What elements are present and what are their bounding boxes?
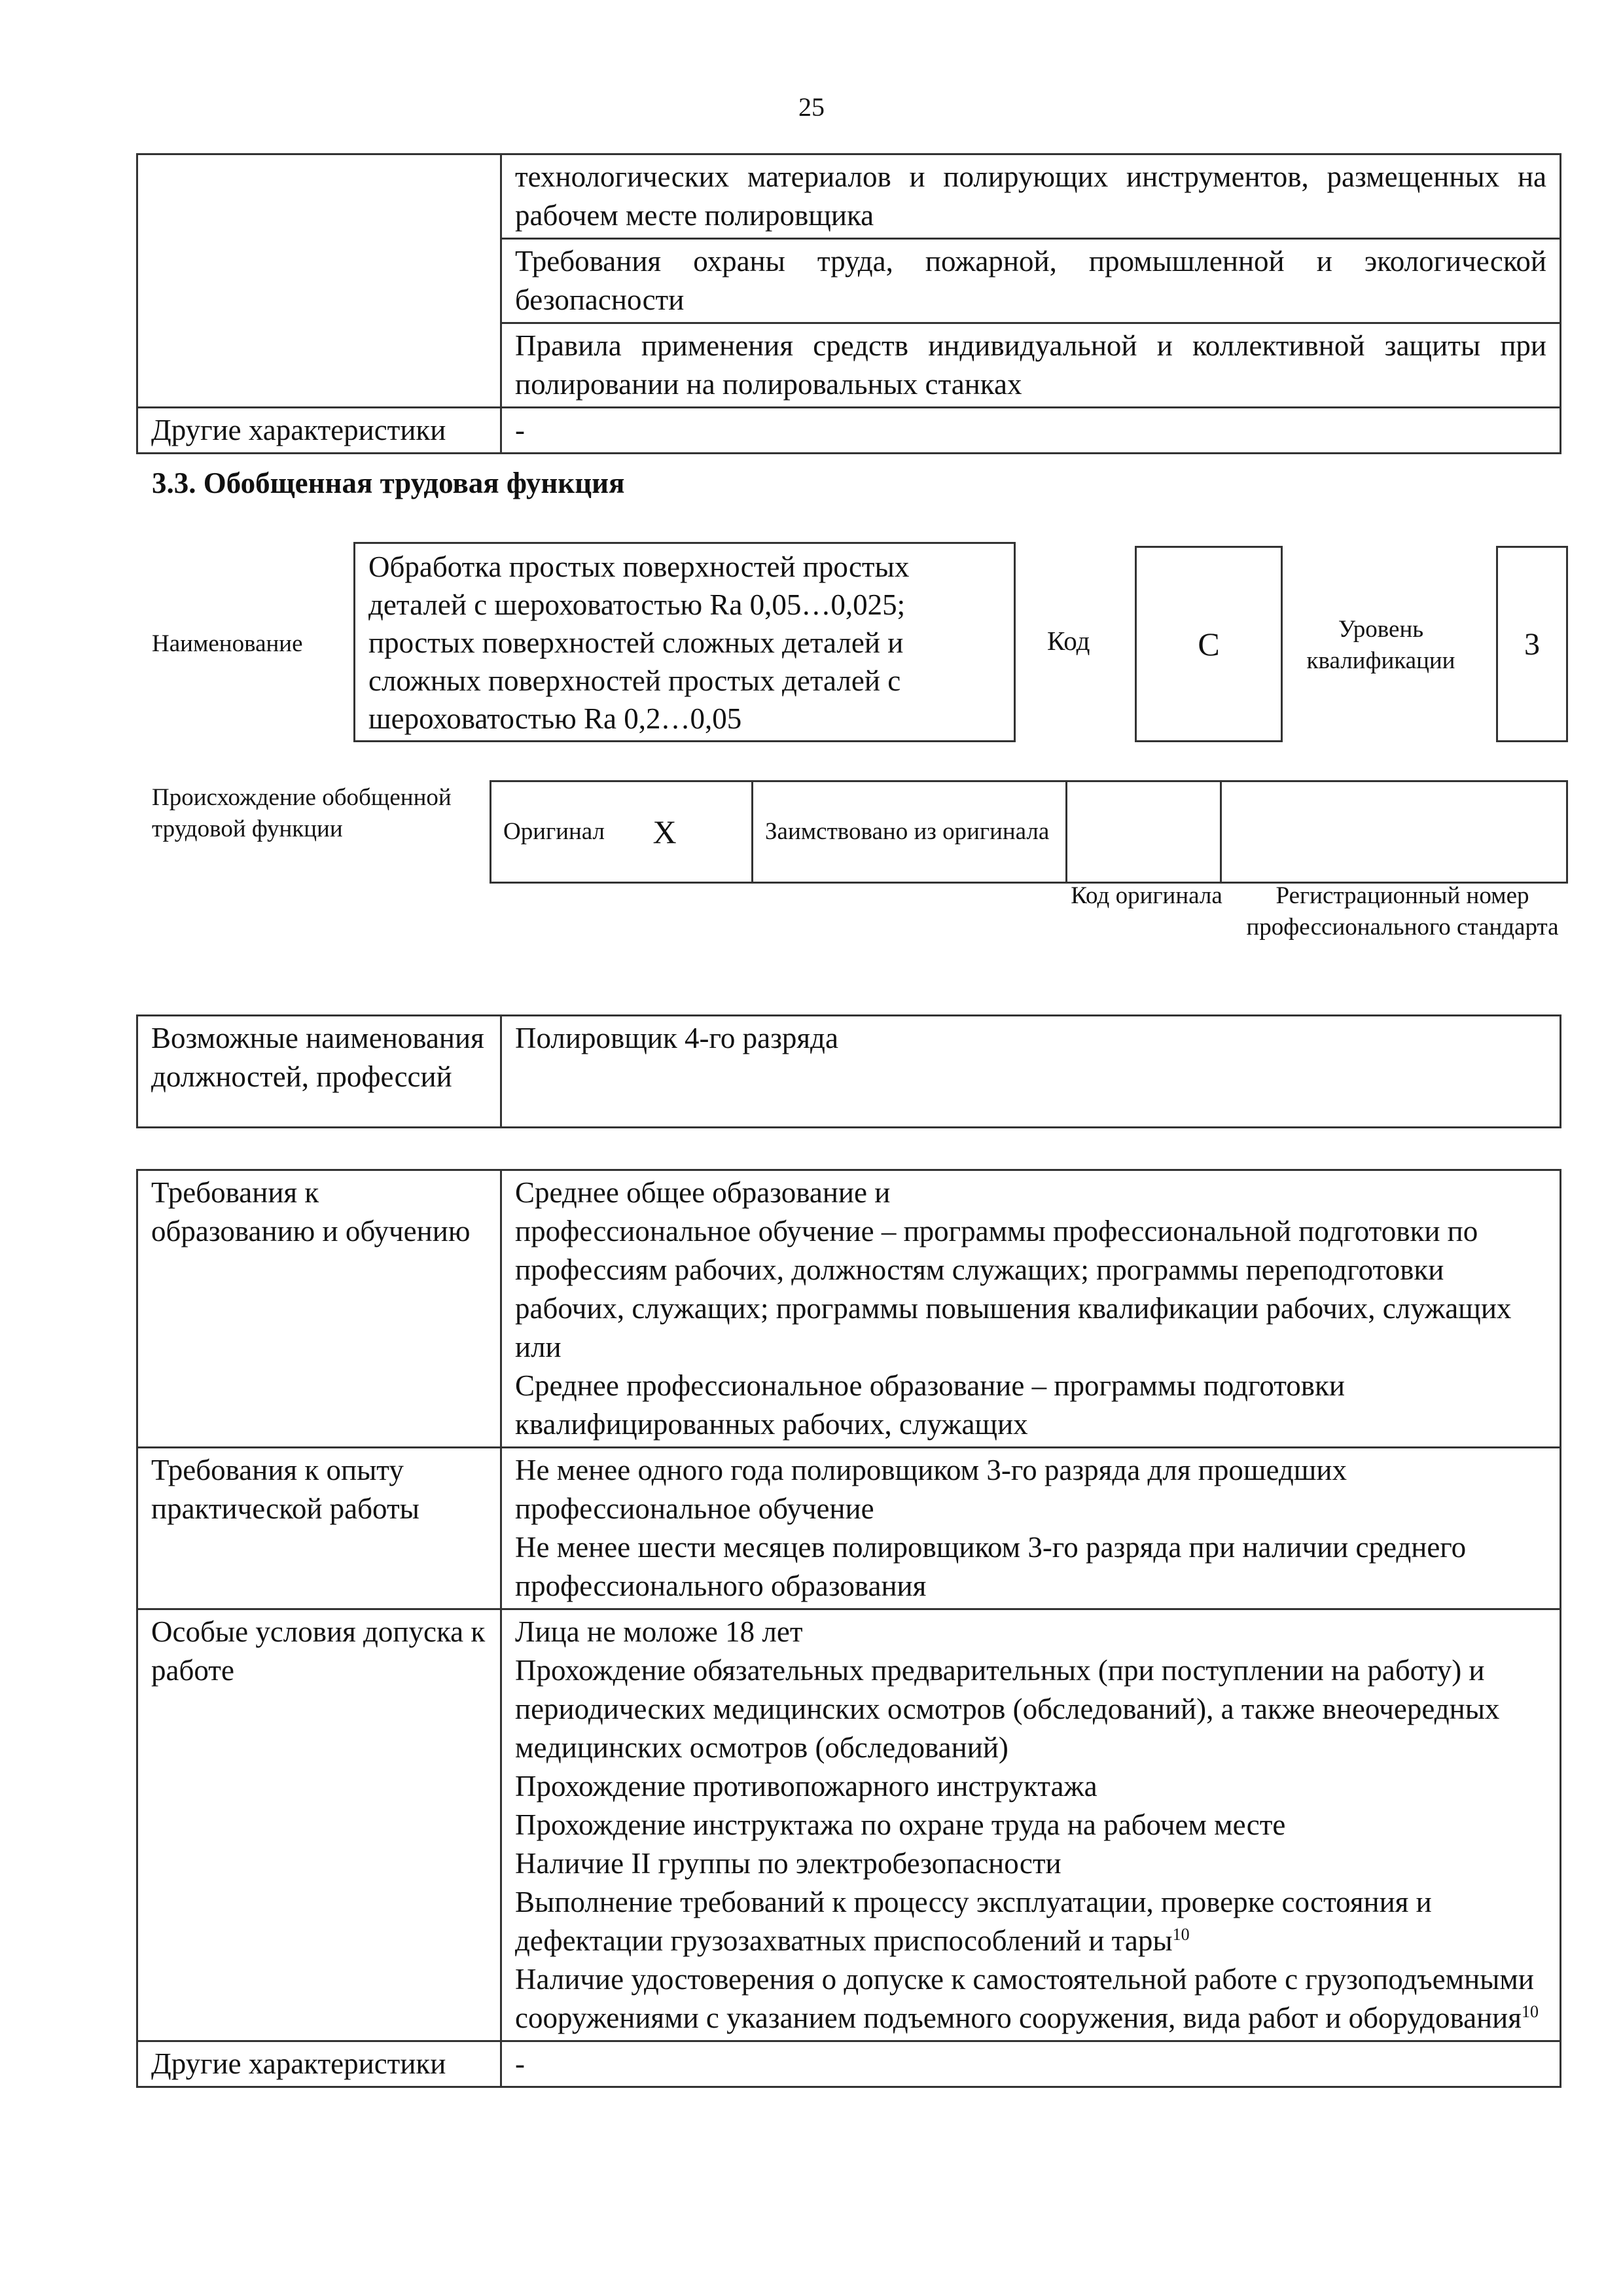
admission-line [515,1883,1546,1960]
section-title: 3.3. Обобщенная трудовая функция [152,467,625,499]
positions-table [136,1014,1561,1128]
other-characteristics-label: Другие характеристики [137,408,501,454]
table-row [137,408,1561,454]
original-label: Оригинал [491,781,641,883]
origin-table [490,780,1568,884]
name-label: Наименование [152,630,303,657]
empty-cell [137,154,501,408]
original-code-cell [1067,781,1221,883]
education-value [501,1170,1561,1448]
footnote-ref: 10 [1172,1925,1190,1944]
footnote-ref: 10 [1521,2002,1539,2021]
original-mark: X [641,781,753,883]
positions-value: Полировщик 4-го разряда [501,1016,1561,1128]
admission-label: Особые условия допуска к работе [137,1609,501,2041]
admission-line [515,1960,1546,2037]
other-characteristics-label: Другие характеристики [137,2041,501,2087]
qualification-level-box: 3 [1496,546,1568,742]
table-cell: Требования охраны труда, пожарной, промышленной и экологической безопасности [501,239,1561,323]
admission-line: Прохождение противопожарного инструктажа [515,1770,1097,1803]
code-label: Код [1047,626,1090,656]
registration-number-cell [1221,781,1567,883]
function-name-box: Обработка простых поверхностей простых деталей с шероховатостью Ra 0,05…0,025; простых поверхностей сложных деталей и сложных поверхностей простых деталей с шероховатостью Ra 0,2…0,05 [353,542,1016,742]
positions-label: Возможные наименования должностей, профессий [137,1016,501,1128]
table-row [137,1609,1561,2041]
experience-line: Не менее одного года полировщиком 3-го разряда для прошедших профессиональное обучение [515,1454,1347,1525]
other-characteristics-value: - [501,2041,1561,2087]
license-requirement-text: Наличие удостоверения о допуске к самостоятельной работе с грузоподъемными сооружениями с указанием подъемного сооружения, вида работ и оборудования [515,1963,1534,2034]
table-row [491,781,1567,883]
experience-label: Требования к опыту практической работы [137,1448,501,1609]
table-row [137,2041,1561,2087]
admission-value [501,1609,1561,2041]
education-line: или [515,1331,562,1363]
admission-line: Лица не моложе 18 лет [515,1615,803,1648]
table-row [137,1448,1561,1609]
page-number: 25 [798,92,825,122]
education-line: Среднее профессиональное образование – программы подготовки квалифицированных рабочих, служащих [515,1369,1345,1441]
registration-number-caption: Регистрационный номер профессионального стандарта [1246,882,1559,941]
experience-line: Не менее шести месяцев полировщиком 3-го разряда при наличии среднего профессионального образования [515,1531,1467,1602]
requirements-table [136,1169,1561,2088]
table-row [137,1016,1561,1128]
other-characteristics-value: - [501,408,1561,454]
cargo-requirement-text: Выполнение требований к процессу эксплуатации, проверке состояния и дефектации грузозахватных приспособлений и тары [515,1886,1432,1957]
education-label: Требования к образованию и обучению [137,1170,501,1448]
continued-knowledge-table [136,153,1561,454]
admission-line: Прохождение инструктажа по охране труда на рабочем месте [515,1808,1286,1841]
original-code-caption: Код оригинала [1071,882,1222,909]
table-row [137,154,1561,239]
origin-label: Происхождение обобщенной трудовой функции [152,784,452,842]
borrowed-label: Заимствовано из оригинала [753,781,1067,883]
education-line: Среднее общее образование и [515,1176,891,1209]
code-value-box: C [1135,546,1283,742]
education-line: профессиональное обучение – программы профессиональной подготовки по профессиям рабочих, должностям служащих; программы переподготовки рабочих, служащих; программы повышения квалификации рабочих, служащих [515,1215,1512,1325]
admission-line: Наличие II группы по электробезопасности [515,1847,1061,1880]
experience-value [501,1448,1561,1609]
table-cell: Правила применения средств индивидуальной и коллективной защиты при полировании на полировальных станках [501,323,1561,408]
table-cell: технологических материалов и полирующих инструментов, размещенных на рабочем месте полировщика [501,154,1561,239]
qualification-level-label: Уровень квалификации [1306,616,1455,674]
table-row [137,1170,1561,1448]
admission-line: Прохождение обязательных предварительных (при поступлении на работу) и периодических медицинских осмотров (обследований), а также внеочередных медицинских осмотров (обследований) [515,1654,1500,1764]
